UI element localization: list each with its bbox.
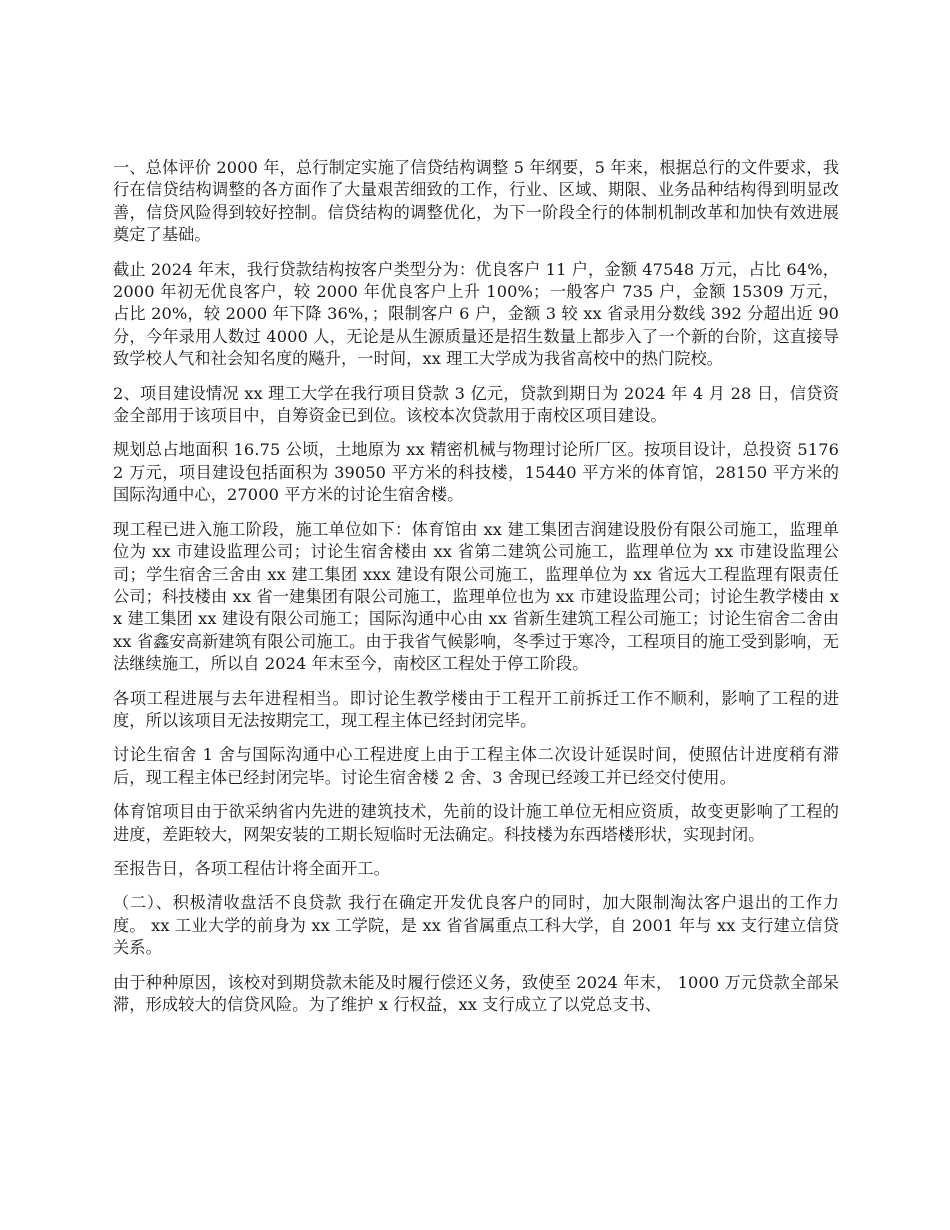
paragraph-progress-comparison: 各项工程进展与去年进程相当。即讨论生教学楼由于工程开工前拆迁工作不顺利，影响了工程的进度，所以该项目无法按期完工，现工程主体已经封闭完毕。 — [113, 688, 839, 730]
paragraph-overall-evaluation: 一、总体评价 2000 年，总行制定实施了信贷结构调整 5 年纲要，5 年来，根据总行的文件要求，我行在信贷结构调整的各方面作了大量艰苦细致的工作，行业、区域、期限、业务品种结构得到明显改善，信贷风险得到较好控制。信贷结构的调整优化，为下一阶段全行的体制机制改革和加快有效进展奠定了基础。 — [113, 158, 839, 245]
paragraph-report-date: 至报告日，各项工程估计将全面开工。 — [113, 858, 390, 878]
paragraph-bad-loan-recovery: （二）、积极清收盘活不良贷款 我行在确定开发优良客户的同时，加大限制淘汰客户退出的工作力度。 xx 工业大学的前身为 xx 工学院，是 xx 省省属重点工科大学，自 2001 年与 xx 支行建立信贷关系。 — [113, 893, 839, 958]
paragraph-gymnasium-project: 体育馆项目由于欲采纳省内先进的建筑技术，先前的设计施工单位无相应资质，故变更影响了工程的进度，差距较大，网架安装的工期长短临时无法确定。科技楼为东西塔楼形状，实现封闭。 — [113, 802, 839, 844]
paragraph-construction-units: 现工程已进入施工阶段，施工单位如下：体育馆由 xx 建工集团吉润建设股份有限公司施工，监理单位为 xx 市建设监理公司；讨论生宿舍楼由 xx 省第二建筑公司施工，监理单位为 xx 市建设监理公司；学生宿舍三舍由 xx 建工集团 xxx 建设有限公司施工，监理单位为 xx 省远大工程监理有限责任公司；科技楼由 xx 省一建集团有限公司施工，监理单位也为 xx 市建设监理公司；讨论生教学楼由 xx 建工集团 xx 建设有限公司施工；国际沟通中心由 xx 省新生建筑工程公司施工；讨论生宿舍二舍由 xx 省鑫安高新建筑有限公司施工。由于我省气候影响，冬季过于寒冷，工程项目的施工受到影响，无法继续施工，所以自 2024 年末至今，南校区工程处于停工阶段。 — [113, 519, 839, 674]
paragraph-loan-structure: 截止 2024 年末，我行贷款结构按客户类型分为：优良客户 11 户，金额 47548 万元，占比 64%，2000 年初无优良客户，较 2000 年优良客户上升 100%；一般客户 735 户，金额 15309 万元，占比 20%，较 2000 年下降 36%，；限制客户 6 户，金额 3 较 xx 省录用分数线 392 分超出近 90 分，今年录用人数过 4000 人，无论是从生源质量还是招生数量上都步入了一个新的台阶，这直接导致学校人气和社会知名度的飚升，一时间，xx 理工大学成为我省高校中的热门院校。 — [113, 259, 839, 369]
paragraph-planning-area: 规划总占地面积 16.75 公顷，土地原为 xx 精密机械与物理讨论所厂区。按项目设计，总投资 51762 万元，项目建设包括面积为 39050 平方米的科技楼，15440 平方米的体育馆，28150 平方米的国际沟通中心，27000 平方米的讨论生宿舍楼。 — [113, 440, 839, 505]
paragraph-project-construction: 2、项目建设情况 xx 理工大学在我行项目贷款 3 亿元，贷款到期日为 2024 年 4 月 28 日，信贷资金全部用于该项目中，自筹资金已到位。该校本次贷款用于南校区项目建设。 — [113, 383, 839, 426]
paragraph-overdue-loans: 由于种种原因，该校对到期贷款未能及时履行偿还义务，致使至 2024 年末， 1000 万元贷款全部呆滞，形成较大的信贷风险。为了维护 x 行权益，xx 支行成立了以党总支书、 — [113, 972, 839, 1014]
paragraph-dormitory-progress: 讨论生宿舍 1 舍与国际沟通中心工程进度上由于工程主体二次设计延误时间，使照估计进度稍有滞后，现工程主体已经封闭完毕。讨论生宿舍楼 2 舍、3 舍现已经竣工并已经交付使用。 — [113, 745, 839, 787]
document-body — [113, 157, 839, 1028]
